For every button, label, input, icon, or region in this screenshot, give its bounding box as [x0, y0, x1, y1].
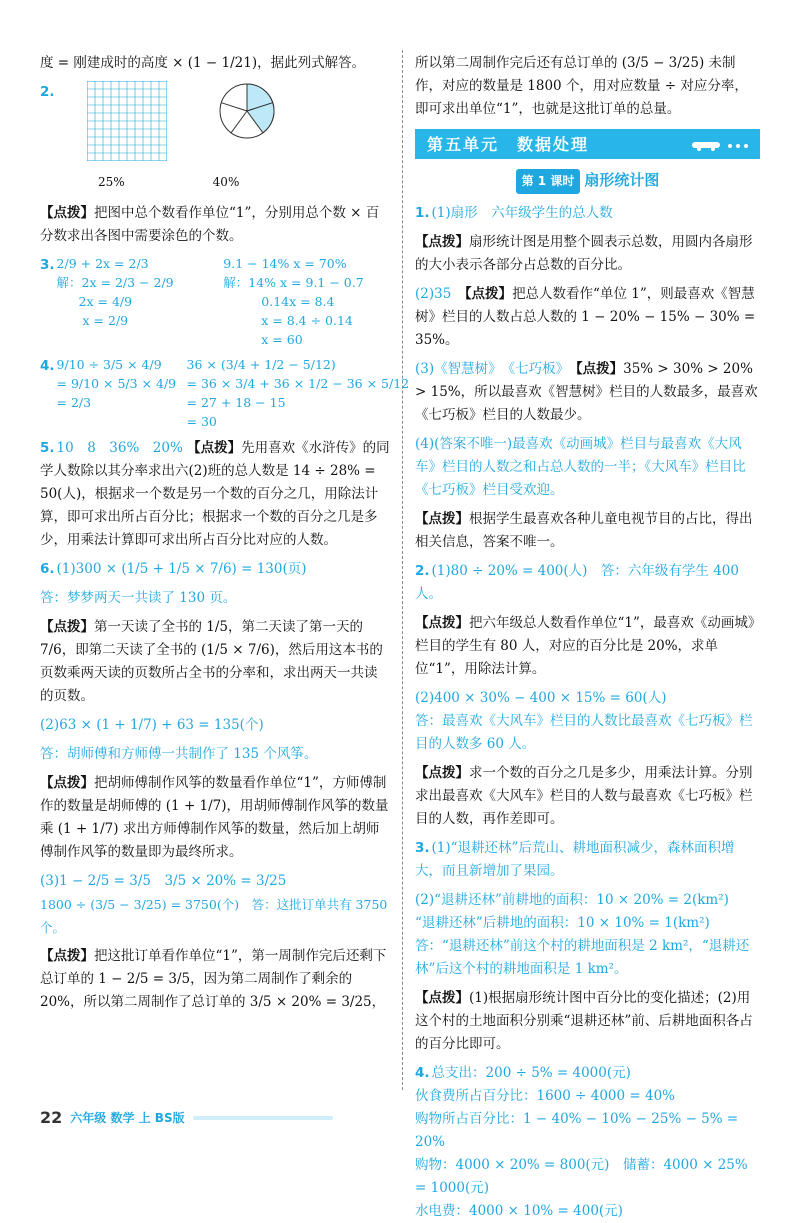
question-6 [40, 558, 390, 1014]
answer: 购物：4000 × 20% = 800(元) 储蓄：4000 × 25% = 1000(元) [415, 1157, 748, 1196]
answer: (2)35 [415, 286, 452, 302]
answer: 水电费：4000 × 10% = 400(元) [415, 1203, 623, 1219]
page-footer [40, 1108, 333, 1127]
answer: (3)1 − 2/5 = 3/5 3/5 × 20% = 3/25 [40, 873, 287, 889]
answer: 答：胡师傅和方师傅一共制作了 135 个风筝。 [40, 746, 318, 762]
question-number: 3. [40, 257, 55, 273]
equation-line: 解：2x = 2/3 − 2/9 [56, 275, 174, 290]
answer: 10 8 36% 20% [56, 440, 183, 456]
answer: (1)80 ÷ 20% = 400(人) 答：六年级有学生 400 人。 [415, 563, 739, 602]
question-number: 3. [415, 840, 430, 856]
answer: (2)400 × 30% − 400 × 15% = 60(人) [415, 690, 667, 706]
tip-label: 【点拨】 [464, 286, 513, 302]
tip-label: 【点拨】 [415, 234, 469, 250]
equation-line: 0.14x = 8.4 [261, 294, 335, 309]
unit-banner [415, 129, 760, 159]
equation-line: 解：14% x = 9.1 − 0.7 [223, 275, 364, 290]
tip-text: 把胡师傅制作风筝的数量看作单位“1”，方师傅制作的数量是胡师傅的 (1 + 1/7)，用胡师傅制作风筝的数量乘 (1 + 1/7) 求出方师傅制作风筝的数量，然后加上胡师傅制作风筝的数量即为最终所求。 [40, 775, 389, 860]
tip-label: 【点拨】 [40, 948, 94, 964]
question-number: 4. [40, 358, 55, 374]
answer: (2)63 × (1 + 1/7) + 63 = 135(个) [40, 717, 264, 733]
answer: 总支出：200 ÷ 5% = 4000(元) [431, 1065, 631, 1081]
equation-line: x = 60 [261, 332, 303, 347]
answer: (3)《智慧树》 《七巧板》 [415, 361, 563, 377]
pie-figure [217, 81, 277, 141]
page-number: 22 [40, 1108, 63, 1127]
right-column [415, 52, 760, 1223]
equation-line: 2/9 + 2x = 2/3 [56, 256, 149, 271]
line: 度 = 刚建成时的高度 × (1 − 1/21)，据此列式解答。 [40, 55, 366, 71]
lesson-title: 扇形统计图 [584, 171, 660, 189]
equation-line: x = 8.4 ÷ 0.14 [261, 313, 353, 328]
equation-line: 36 × (3/4 + 1/2 − 5/12) [186, 357, 336, 372]
question-4 [415, 1062, 760, 1223]
question-2 [415, 560, 760, 831]
tip-text: 把总人数看作“单位 1”，则最喜欢《智慧树》栏目的人数占总人数的 1 − 20% − 15% − 30% = 35%。 [415, 286, 756, 348]
continuation: 所以第二周制作完后还有总订单的 (3/5 − 3/25) 未制作，对应的数量是 1800 个，用对应数量 ÷ 对应分率，即可求出单位“1”，也就是这批订单的总量。 [415, 55, 748, 117]
tip-label: 【点拨】 [415, 990, 469, 1006]
answer: (4)(答案不唯一)最喜欢《动画城》栏目与最喜欢《大风车》栏目的人数之和占总人数的一半；《大风车》栏目比《七巧板》栏目受欢迎。 [415, 436, 746, 498]
tip-text: 扇形统计图是用整个圆表示总数，用圆内各扇形的大小表示各部分占总数的百分比。 [415, 234, 753, 273]
equation-line: = 2/3 [56, 395, 92, 410]
question-number: 2. [415, 563, 430, 579]
tip-label: 【点拨】 [415, 615, 469, 631]
question-number: 4. [415, 1065, 430, 1081]
tip-text: 35% > 30% > 20% > 15%，所以最喜欢《智慧树》栏目的人数最多，最喜欢《七巧板》栏目的人数最少。 [415, 361, 758, 423]
book-label: 六年级 数学 上 BS版 [70, 1111, 185, 1125]
answer: “退耕还林”后耕地的面积：10 × 10% = 1(km²) [415, 915, 710, 931]
column-divider [402, 50, 403, 1090]
equation-line: = 27 + 18 − 15 [186, 395, 286, 410]
tip-label: 【点拨】 [40, 775, 94, 791]
equation-line: = 9/10 × 5/3 × 4/9 [56, 376, 177, 391]
question-number: 5. [40, 440, 55, 456]
tip-label: 【点拨】 [40, 619, 94, 635]
tip-label: 【点拨】 [575, 361, 624, 377]
tip-text: 把六年级总人数看作单位“1”，最喜欢《动画城》栏目的学生有 80 人，对应的百分比是 20%，求单位“1”，用除法计算。 [415, 615, 755, 677]
answer: 答：最喜欢《大风车》栏目的人数比最喜欢《七巧板》栏目的人数多 60 人。 [415, 713, 753, 752]
tip-label: 【点拨】 [415, 765, 469, 781]
equation-line: = 36 × 3/4 + 36 × 1/2 − 36 × 5/12 [186, 376, 410, 391]
tip-label: 【点拨】 [415, 511, 469, 527]
tip-label: 【点拨】 [187, 440, 242, 456]
lesson-heading [415, 169, 760, 194]
question-3 [40, 254, 390, 349]
answer: 1800 ÷ (3/5 − 3/25) = 3750(个) 答：这批订单共有 3750 个。 [40, 897, 388, 935]
tip-text: 根据学生最喜欢各种儿童电视节目的占比，得出相关信息，答案不唯一。 [415, 511, 753, 550]
pie-label: 40% [212, 175, 240, 189]
tip-text: (1)根据扇形统计图中百分比的变化描述；(2)用这个村的土地面积分别乘“退耕还林”前、后耕地面积各占的百分比即可。 [415, 990, 753, 1052]
question-4 [40, 355, 410, 431]
tip-text: 先用喜欢《水浒传》的同学人数除以其分率求出六(2)班的总人数是 14 ÷ 28% = 50(人)，根据求一个数是另一个数的百分之几，用除法计算，即可求出所占百分比；根据求一个数的百分之几是多少，用乘法计算即可求出所占百分比对应的人数。 [40, 440, 390, 548]
question-2 [40, 81, 390, 248]
left-column [40, 52, 410, 1020]
tip-text: 把这批订单看作单位“1”，第一周制作完后还剩下总订单的 1 − 2/5 = 3/5，因为第二周制作了剩余的 20%，所以第二周制作了总订单的 3/5 × 20% = 3/25， [40, 948, 387, 1010]
lesson-number: 第 1 课时 [516, 169, 581, 194]
answer: 答：梦梦两天一共读了 130 页。 [40, 590, 237, 606]
unit-title: 第五单元 数据处理 [427, 134, 590, 154]
equation-line: 2x = 4/9 [78, 294, 133, 309]
answer: (1)扇形 六年级学生的总人数 [431, 205, 613, 221]
question-number: 1. [415, 205, 430, 221]
equation-line: 9/10 ÷ 3/5 × 4/9 [56, 357, 162, 372]
equation-line: = 30 [186, 414, 217, 429]
tip-text: 求一个数的百分之几是多少，用乘法计算。分别求出最喜欢《大风车》栏目的人数与最喜欢《七巧板》栏目的人数，再作差即可。 [415, 765, 753, 827]
answer: 答：“退耕还林”前这个村的耕地面积是 2 km²，“退耕还林”后这个村的耕地面积是 1 km²。 [415, 938, 750, 977]
grid-label: 25% [98, 175, 125, 189]
question-number: 6. [40, 561, 55, 577]
answer: (1)300 × (1/5 + 1/5 × 7/6) = 130(页) [56, 561, 307, 577]
question-3 [415, 837, 760, 1056]
answer: 购物所占百分比：1 − 40% − 10% − 25% − 5% = 20% [415, 1111, 739, 1150]
answer: 伙食费所占百分比：1600 ÷ 4000 = 40% [415, 1088, 676, 1104]
answer: (2)“退耕还林”前耕地的面积：10 × 20% = 2(km²) [415, 892, 729, 908]
question-number: 2. [40, 84, 55, 100]
car-icon [690, 137, 750, 151]
answer: (1)“退耕还林”后荒山、耕地面积减少，森林面积增大，而且新增加了果园。 [415, 840, 735, 879]
equation-line: x = 2/9 [82, 313, 129, 328]
grid-figure [87, 81, 167, 161]
question-5 [40, 437, 390, 552]
tip-label: 【点拨】 [40, 205, 94, 221]
question-1 [415, 202, 760, 554]
tip-text: 把图中总个数看作单位“1”，分别用总个数 × 百分数求出各图中需要涂色的个数。 [40, 205, 380, 244]
footer-bar [193, 1116, 333, 1120]
equation-line: 9.1 − 14% x = 70% [223, 256, 347, 271]
tip-text: 第一天读了全书的 1/5，第二天读了第一天的 7/6，即第二天读了全书的 (1/5 × 7/6)，然后用这本书的页数乘两天读的页数所占全书的分率和，求出两天一共读的页数。 [40, 619, 383, 704]
